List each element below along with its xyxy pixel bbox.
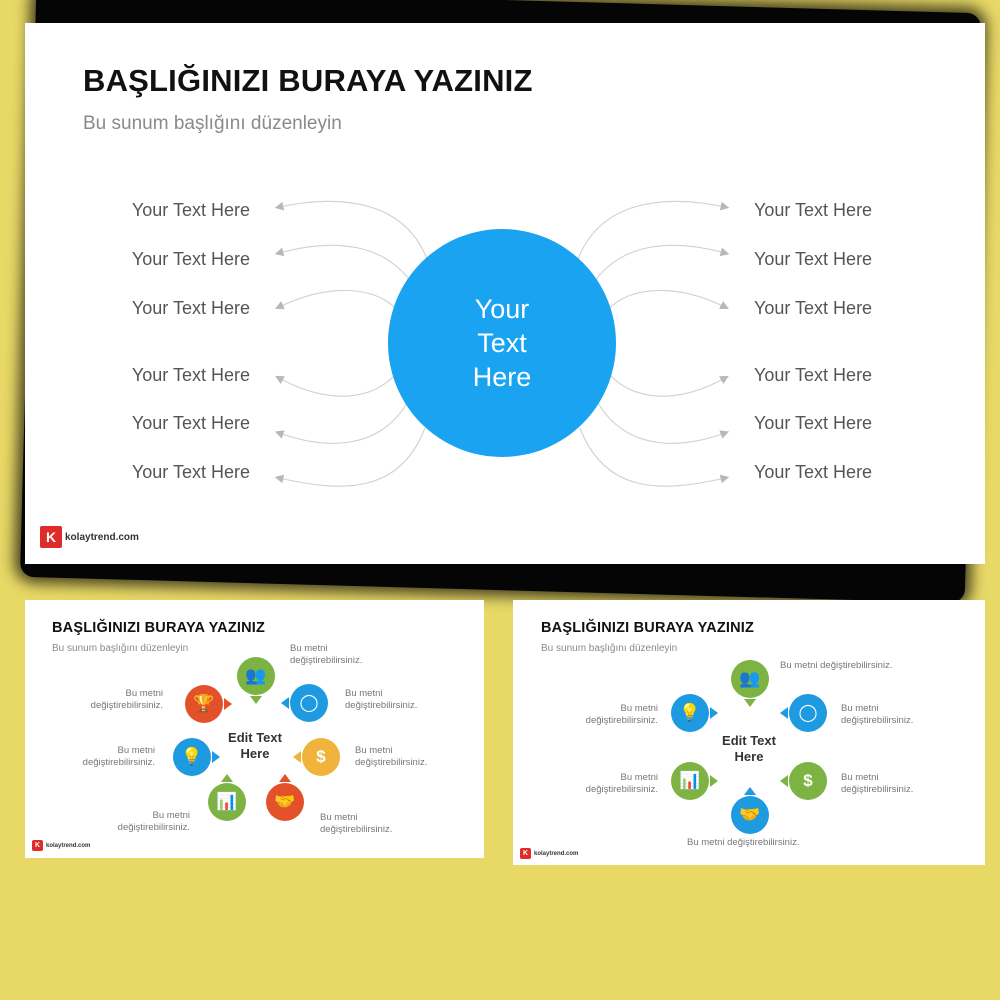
right-text-3: Your Text Here — [754, 298, 873, 318]
slide-title: BAŞLIĞINIZI BURAYA YAZINIZ — [52, 620, 266, 636]
slide-subtitle: Bu sunum başlığını düzenleyin — [541, 643, 678, 654]
logo-mark: K — [40, 526, 62, 548]
caption-bottom: Bu metni değiştirebilirsiniz. — [687, 837, 800, 848]
bulb-icon: 💡 — [173, 738, 211, 776]
circle-icon: ◯ — [290, 684, 328, 722]
thumbnail-slide-radial — [25, 600, 484, 858]
left-text-1: Your Text Here — [131, 200, 250, 220]
main-slide — [25, 23, 985, 564]
center-edit-text: Edit Text Here — [722, 733, 776, 764]
handshake-icon: 🤝 — [731, 796, 769, 834]
right-text-5: Your Text Here — [754, 413, 873, 433]
caption-lower-right: Bu metni değiştirebilirsiniz. — [320, 812, 393, 835]
right-text-4: Your Text Here — [754, 365, 873, 385]
arrow-right-3 — [605, 290, 725, 313]
logo-text: kolaytrend.com — [65, 531, 139, 543]
left-text-5: Your Text Here — [131, 413, 250, 433]
circle-icon: ◯ — [789, 694, 827, 732]
logo-mark: K — [520, 848, 531, 859]
arrow-left-4 — [279, 373, 397, 396]
arrow-left-5 — [279, 403, 407, 443]
center-edit-text: Edit Text Here — [228, 730, 282, 761]
left-text-6: Your Text Here — [131, 462, 250, 482]
chart-icon: 📊 — [208, 783, 246, 821]
slide-subtitle: Bu sunum başlığını düzenleyin — [52, 643, 189, 654]
arrow-right-6 — [580, 428, 725, 486]
users-icon: 👥 — [731, 660, 769, 698]
arrow-left-3 — [279, 290, 400, 313]
arrow-left-1 — [279, 201, 427, 259]
users-icon: 👥 — [237, 657, 275, 695]
slide-title: BAŞLIĞINIZI BURAYA YAZINIZ — [541, 620, 755, 636]
caption-upper-left: Bu metni değiştirebilirsiniz. — [90, 688, 163, 711]
caption-upper-right: Bu metni değiştirebilirsiniz. — [841, 703, 914, 726]
arrow-right-1 — [578, 201, 725, 259]
slide-subtitle: Bu sunum başlığını düzenleyin — [83, 113, 342, 134]
caption-mid-right: Bu metni değiştirebilirsiniz. — [355, 745, 428, 768]
caption-lower-left: Bu metni değiştirebilirsiniz. — [585, 772, 658, 795]
trophy-icon: 🏆 — [185, 685, 223, 723]
logo — [40, 526, 139, 548]
bulb-icon: 💡 — [671, 694, 709, 732]
right-text-1: Your Text Here — [754, 200, 873, 220]
slide-title: BAŞLIĞINIZI BURAYA YAZINIZ — [83, 63, 533, 98]
left-text-4: Your Text Here — [131, 365, 250, 385]
right-text-2: Your Text Here — [754, 249, 873, 269]
center-text: Your Text Here — [472, 294, 532, 392]
logo — [520, 848, 578, 859]
caption-lower-left: Bu metni değiştirebilirsiniz. — [117, 810, 190, 833]
dollar-icon: $ — [789, 762, 827, 800]
arrow-right-2 — [592, 245, 725, 285]
left-text-2: Your Text Here — [131, 249, 250, 269]
arrow-right-5 — [598, 403, 725, 443]
handshake-icon: 🤝 — [266, 783, 304, 821]
thumbnail-slide-hexagon — [513, 600, 985, 865]
logo-text: kolaytrend.com — [46, 842, 91, 849]
caption-upper-right: Bu metni değiştirebilirsiniz. — [345, 688, 418, 711]
caption-upper-left: Bu metni değiştirebilirsiniz. — [585, 703, 658, 726]
arrow-left-2 — [279, 245, 413, 285]
arrow-right-4 — [608, 373, 725, 396]
logo-text: kolaytrend.com — [534, 850, 579, 857]
logo — [32, 840, 90, 851]
chart-icon: 📊 — [671, 762, 709, 800]
caption-top: Bu metni değiştirebilirsiniz. — [290, 643, 363, 666]
caption-lower-right: Bu metni değiştirebilirsiniz. — [841, 772, 914, 795]
caption-top: Bu metni değiştirebilirsiniz. — [780, 660, 893, 671]
right-text-6: Your Text Here — [754, 462, 873, 482]
dollar-icon: $ — [302, 738, 340, 776]
logo-mark: K — [32, 840, 43, 851]
arrow-left-6 — [279, 428, 425, 486]
left-text-3: Your Text Here — [131, 298, 250, 318]
center-circle — [388, 229, 616, 457]
caption-mid-left: Bu metni değiştirebilirsiniz. — [82, 745, 155, 768]
